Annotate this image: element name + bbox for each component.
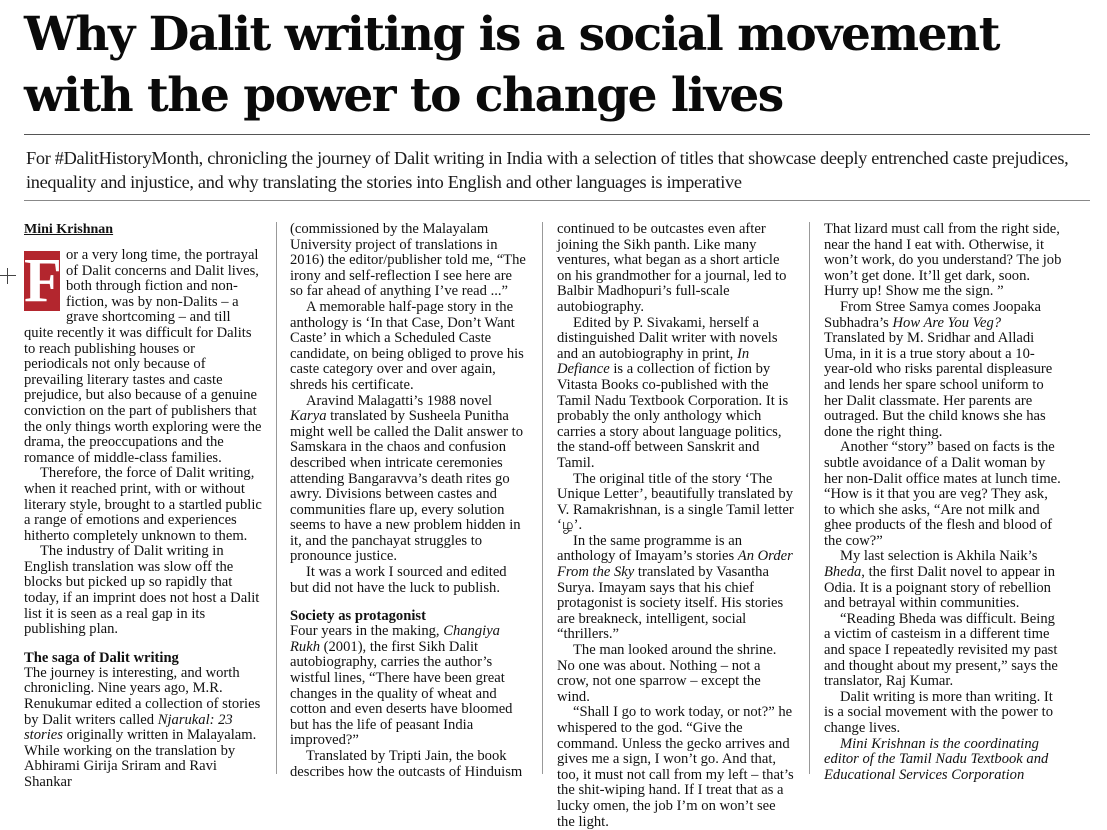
column-divider [809, 222, 810, 774]
paragraph: A memorable half-page story in the anthology is ‘In that Case, Don’t Want Caste’ in which a Scheduled Caste candidate, on being obliged to prove his caste category over and over again, shreds his certificate. [290, 298, 524, 393]
subhead-saga: The saga of Dalit writing [24, 649, 179, 666]
paragraph: The industry of Dalit writing in English translation was slow off the blocks but picked up so rapidly that today, if an imprint does not host a Dalit list it is seen as a real gap in its publishing plan. [24, 543, 260, 638]
headline-rule [24, 134, 1090, 135]
column-3 [557, 222, 795, 830]
author-credit: Mini Krishnan is the coordinating editor of the Tamil Nadu Textbook and Educational Services Corporation [824, 735, 1049, 783]
paragraph: Edited by P. Sivakami, herself a distinguished Dalit writer with novels and an autobiography in print, In Defiance is a collection of fiction by Vitasta Books co-published with the Tamil Nadu Textbook Corporation. It is probably the only anthology which carries a story about language politics, the stand-off between Sanskrit and Tamil. [557, 314, 789, 471]
paragraph: Dalit writing is more than writing. It is a social movement with the power to change lives. [824, 688, 1053, 736]
paragraph: “Reading Bheda was difficult. Being a victim of casteism in a different time and space I repeatedly revisited my past and thought about my present,” says the translator, Raj Kumar. [824, 610, 1058, 690]
column-divider [542, 222, 543, 774]
paragraph: That lizard must call from the right side, near the hand I eat with. Otherwise, it won’t work, do you understand? The job won’t get done. It’ll get dark, soon. Hurry up! Show me the sign. ” [824, 221, 1062, 300]
column-1 [24, 222, 262, 791]
paragraph: Another “story” based on facts is the subtle avoidance of a Dalit woman by her non-Dalit office mates at lunch time. “How is it that you are veg? They ask, to which she asks, “Are not milk and ghee products of the flesh and blood of the cow?” [824, 439, 1061, 549]
paragraph: From Stree Samya comes Joopaka Subhadra’s How Are You Veg? Translated by M. Sridhar and Alladi Uma, in it is a true story about a 10-year-old who risks parental displeasure and lends her spare school uniform to her Dalit classmate. Her parents are outraged. But the child knows she has done the right thing. [824, 298, 1053, 440]
column-2 [290, 222, 528, 780]
paragraph: It was a work I sourced and edited but did not have the luck to publish. [290, 564, 507, 596]
paragraph: Four years in the making, Changiya Rukh (2001), the first Sikh Dalit autobiography, carries the author’s wistful lines, “There have been great changes in the quality of wheat and cotton and even deserts have bloomed but has the life of peasant India improved?” [290, 623, 513, 749]
dropcap: F [24, 247, 62, 315]
paragraph: In the same programme is an anthology of Imayam’s stories An Order From the Sky translated by Vasantha Surya. Imayam says that his chief protagonist is society itself. His stories are breakneck, intelligent, social “thrillers.” [557, 532, 793, 643]
byline[interactable]: Mini Krishnan [24, 222, 114, 237]
paragraph: Therefore, the force of Dalit writing, when it reached print, with or without literary style, brought to a startled public a range of emotions and experiences hitherto completely unknown to them. [24, 465, 262, 544]
column-4 [824, 222, 1062, 783]
paragraph: continued to be outcastes even after joining the Sikh panth. Like many ventures, what began as a short article on his grandmother for a journal, led to Balbir Madhopuri’s full-scale autobiography. [557, 221, 787, 315]
column-divider [276, 222, 277, 774]
paragraph: Translated by Tripti Jain, the book describes how the outcasts of Hinduism [290, 748, 523, 780]
paragraph: Aravind Malagatti’s 1988 novel Karya translated by Susheela Punitha might well be called the Dalit answer to Samskara in the chaos and confusion described when intricate ceremonies attending Bangaravva’s death rites go awry. Divisions between castes and communities flare up, every solution seems to have a new problem hidden in it, and the panchayat struggles to pronounce justice. [290, 392, 524, 565]
paragraph: The journey is interesting, and worth chronicling. Nine years ago, M.R. Renukumar edited a collection of stories by Dalit writers called Njarukal: 23 stories originally written in Malayalam. While working on the translation by Abhirami Girija Sriram and Ravi Shankar [24, 664, 261, 790]
lead-paragraph [24, 248, 262, 466]
paragraph: The man looked around the shrine. No one was about. Nothing – not a crow, not one sparrow – except the wind. [557, 642, 777, 705]
standfirst: For #DalitHistoryMonth, chronicling the journey of Dalit writing in India with a selection of titles that showcase deeply entrenched caste prejudices, inequality and injustice, and why translating the stories into English and other languages is imperative [26, 148, 1069, 192]
crosshair-cursor-icon [0, 268, 16, 284]
paragraph: (commissioned by the Malayalam University project of translations in 2016) the editor/publisher told me, “The irony and self-reflection I see here are so far ahead of anything I’ve read ...” [290, 221, 526, 300]
paragraph: The original title of the story ‘The Unique Letter’, beautifully translated by V. Ramakrishnan, is a single Tamil letter ‘ழ’. [557, 470, 794, 534]
paragraph: “Shall I go to work today, or not?” he whispered to the god. “Give the command. Unless the gecko arrives and gives me a sign, I won’t go. And that, too, it must not call from my left – that’s the shit-wiping hand. If I treat that as a lucky omen, the job I’m on won’t see the light. [557, 704, 794, 830]
subhead-society: Society as protagonist [290, 608, 426, 625]
paragraph: My last selection is Akhila Naik’s Bheda, the first Dalit novel to appear in Odia. It is a poignant story of rebellion and betrayal within communities. [824, 548, 1056, 612]
headline: Why Dalit writing is a social movement with the power to change lives [24, 7, 999, 123]
standfirst-rule [24, 200, 1090, 201]
paragraph: or a very long time, the portrayal of Dalit concerns and Dalit lives, both through fiction and non-fiction, was by non-Dalits – a grave shortcoming – and till quite recently it was difficult for Dalits to reach publishing houses or periodicals not only because of prevailing literary tastes and caste prejudice, but also because of a genuine conviction on the part of publishers that the only things worth exploring were the drama, the preoccupations and the romance of middle-class families. [24, 247, 262, 466]
